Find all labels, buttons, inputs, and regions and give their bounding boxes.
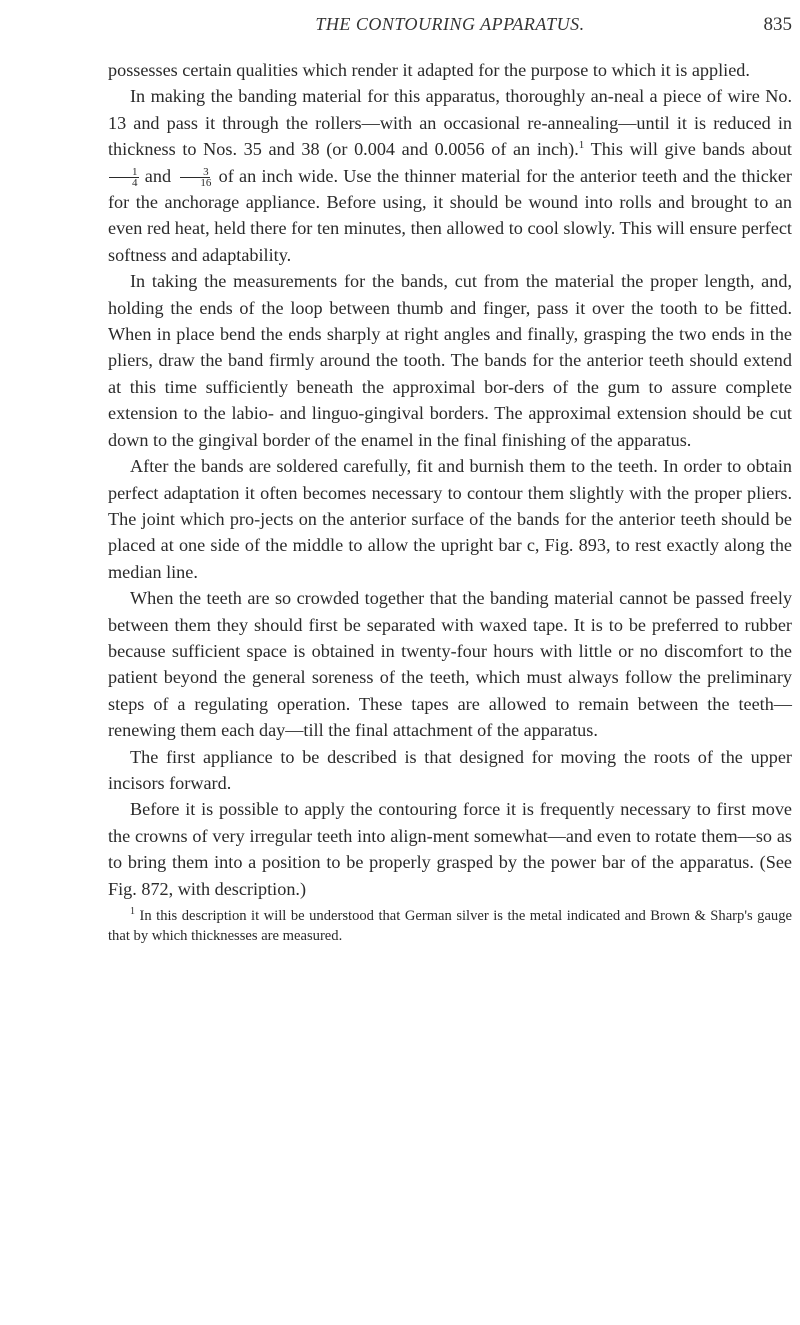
fraction-numerator: 3 — [180, 167, 210, 178]
footnote-text: In this description it will be understood that German silver is the metal indicated and Brown & Sharp's gauge that by which thicknesses are measured. — [108, 908, 792, 944]
paragraph-1: possesses certain qualities which render it adapted for the purpose to which it is applied. — [108, 60, 750, 80]
footnote-marker: 1 — [130, 906, 135, 918]
body-text — [108, 57, 792, 946]
paragraph-5: When the teeth are so crowded together that the banding material cannot be passed freely between them they should first be separated with waxed tape. It is to be preferred to rubber because sufficient space is obtained in twenty-four hours with little or no discomfort to the patient beyond the general soreness of the teeth, which must always follow the preliminary steps of a regulating operation. These tapes are allowed to remain between the teeth—renewing them each day—till the final attachment of the apparatus. — [108, 588, 792, 741]
footnote-reference: 1 — [578, 139, 585, 152]
footnote-text-block — [108, 906, 792, 946]
paragraph-6: The first appliance to be described is that designed for moving the roots of the upper incisors forward. — [108, 746, 792, 793]
paragraph-2 — [108, 83, 792, 268]
running-head: THE CONTOURING APPARATUS. — [315, 14, 585, 34]
fraction-denominator: 4 — [132, 176, 138, 189]
paragraph-7: Before it is possible to apply the contouring force it is frequently necessary to first move the crowns of very irregular teeth into align-ment somewhat—and even to rotate them—so as to bring them into a position to be properly grasped by the power bar of the apparatus. (See Fig. 872, with description.) — [108, 799, 792, 899]
fraction-three-sixteenths — [177, 167, 212, 188]
fraction-quarter — [109, 167, 139, 188]
paragraph-2-text-d: of an inch wide. Use the thinner material for the anterior teeth and the thicker for the anchorage appliance. Before using, it should be wound into rolls and brought to an even red heat, held there for ten minutes, then allowed to cool slowly. This will ensure perfect softness and adaptability. — [108, 165, 792, 265]
footnote — [108, 906, 792, 946]
page-header — [108, 14, 792, 44]
paragraph-2-text-c: and — [139, 165, 177, 186]
fraction-denominator: 16 — [200, 176, 212, 189]
paragraph-3: In taking the measurements for the bands, cut from the material the proper length, and, holding the ends of the loop between thumb and finger, pass it over the tooth to be fitted. When in place bend the ends sharply at right angles and finally, grasping the two ends in the pliers, draw the band firmly around the tooth. The bands for the anterior teeth should extend at this time sufficiently beneath the approximal bor-ders of the gum to assure complete extension to the labio- and linguo-gingival borders. The approximal extension should be cut down to the gingival border of the enamel in the final finishing of the apparatus. — [108, 271, 792, 450]
paragraph-4: After the bands are soldered carefully, fit and burnish them to the teeth. In order to obtain perfect adaptation it often becomes necessary to contour them slightly with the proper pliers. The joint which pro-jects on the anterior surface of the bands for the anterior teeth should be placed at one side of the middle to allow the upright bar c, Fig. 893, to rest exactly along the median line. — [108, 456, 792, 582]
paragraph-2-text-b: This will give bands about — [584, 139, 792, 160]
page-number: 835 — [763, 14, 792, 35]
fraction-numerator: 1 — [109, 167, 139, 178]
paragraph-2-text-a: In making the banding material for this apparatus, thoroughly an-neal a piece of wire No. 13 and pass it through the rollers—with an occasional re-annealing—until it is reduced in thickness to Nos. 35 and 38 (or 0.004 and 0.0056 of an inch). — [108, 86, 792, 160]
